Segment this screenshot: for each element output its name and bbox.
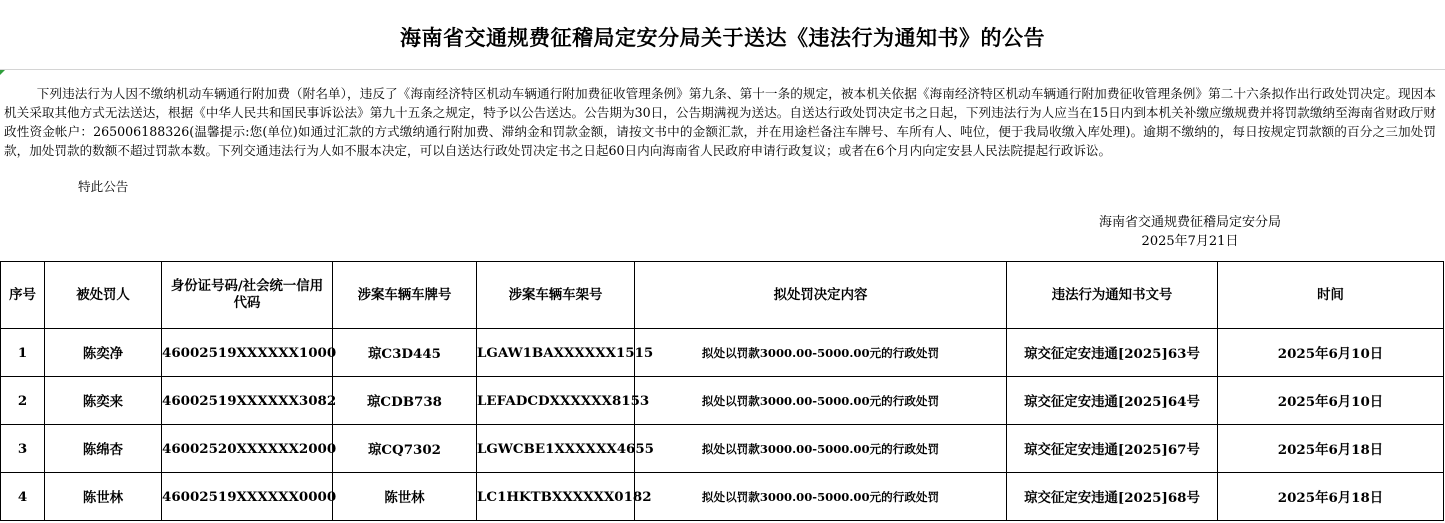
cell-time: 2025年6月18日 — [1218, 425, 1444, 473]
cell-id: 46002520XXXXXX2000 — [162, 425, 333, 473]
header-decision: 拟处罚决定内容 — [635, 262, 1007, 329]
cell-time: 2025年6月10日 — [1218, 329, 1444, 377]
cell-decision: 拟处以罚款3000.00-5000.00元的行政处罚 — [635, 425, 1007, 473]
cell-index: 3 — [1, 425, 45, 473]
cell-party: 陈奕净 — [45, 329, 162, 377]
cell-time: 2025年6月10日 — [1218, 377, 1444, 425]
cell-id: 46002519XXXXXX1000 — [162, 329, 333, 377]
notice-body: 下列违法行为人因不缴纳机动车辆通行附加费（附名单），违反了《海南经济特区机动车辆通行附加费征收管理条例》第九条、第十一条的规定，被本机关依据《海南经济特区机动车辆通行附加费征收管理条例》第二十六条拟作出行政处罚决定。现因本机关采取其他方式无法送达，根据《中华人民共和国民事诉讼法》第九十五条之规定，特予以公告送达。公告期为30日，公告期满视为送达。自送达行政处罚决定书之日起，下列违法行为人应当在15日内到本机关补缴应缴规费并将罚款缴纳至海南省财政厅财政性资金帐户：265006188326(温馨提示:您(单位)如通过汇款的方式缴纳通行附加费、滞纳金和罚款金额，请按文书中的金额汇款，并在用途栏备注车牌号、车所有人、吨位，便于我局收缴入库处理)。逾期不缴纳的，每日按规定罚款额的百分之三加处罚款，加处罚款的数额不超过罚款本数。下列交通违法行为人如不服本决定，可以自送达行政处罚决定书之日起60日内向海南省人民政府申请行政复议；或者在6个月内向定安县人民法院提起行政诉讼。 — [4, 86, 1436, 158]
cell-doc-no: 琼交征定安违通[2025]63号 — [1007, 329, 1218, 377]
cell-vin: LGAW1BAXXXXXX1515 — [477, 329, 635, 377]
cell-doc-no: 琼交征定安违通[2025]64号 — [1007, 377, 1218, 425]
cell-decision: 拟处以罚款3000.00-5000.00元的行政处罚 — [635, 473, 1007, 521]
cell-index: 4 — [1, 473, 45, 521]
table-row — [1, 473, 1444, 521]
cell-plate: 琼C3D445 — [333, 329, 477, 377]
cell-party: 陈奕来 — [45, 377, 162, 425]
signature-org: 海南省交通规费征稽局定安分局 — [1098, 215, 1281, 230]
cell-party: 陈世林 — [45, 473, 162, 521]
cell-time: 2025年6月18日 — [1218, 473, 1444, 521]
cell-vin: LEFADCDXXXXXX8153 — [477, 377, 635, 425]
cell-index: 2 — [1, 377, 45, 425]
header-index: 序号 — [1, 262, 45, 329]
cell-doc-no: 琼交征定安违通[2025]68号 — [1007, 473, 1218, 521]
special-notice: 特此公告 — [78, 179, 129, 194]
cell-party: 陈绵杏 — [45, 425, 162, 473]
cell-plate: 陈世林 — [333, 473, 477, 521]
cell-vin: LC1HKTBXXXXXX0182 — [477, 473, 635, 521]
cell-id: 46002519XXXXXX3082 — [162, 377, 333, 425]
signature-date: 2025年7月21日 — [1141, 234, 1239, 249]
header-vin: 涉案车辆车架号 — [477, 262, 635, 329]
cell-vin: LGWCBE1XXXXXX4655 — [477, 425, 635, 473]
cell-index: 1 — [1, 329, 45, 377]
table-row — [1, 329, 1444, 377]
header-doc-no: 违法行为通知书文号 — [1007, 262, 1218, 329]
penalty-table — [0, 261, 1444, 521]
cell-decision: 拟处以罚款3000.00-5000.00元的行政处罚 — [635, 329, 1007, 377]
title-bar — [0, 0, 1445, 70]
table-header-row — [1, 262, 1444, 329]
table-row — [1, 377, 1444, 425]
cell-comment-marker — [0, 70, 5, 75]
header-time: 时间 — [1218, 262, 1444, 329]
header-plate: 涉案车辆车牌号 — [333, 262, 477, 329]
table-row — [1, 425, 1444, 473]
page-title: 海南省交通规费征稽局定安分局关于送达《违法行为通知书》的公告 — [400, 25, 1045, 50]
cell-id: 46002519XXXXXX0000 — [162, 473, 333, 521]
cell-plate: 琼CDB738 — [333, 377, 477, 425]
cell-plate: 琼CQ7302 — [333, 425, 477, 473]
cell-doc-no: 琼交征定安违通[2025]67号 — [1007, 425, 1218, 473]
header-party: 被处罚人 — [45, 262, 162, 329]
cell-decision: 拟处以罚款3000.00-5000.00元的行政处罚 — [635, 377, 1007, 425]
header-id: 身份证号码/社会统一信用代码 — [162, 262, 333, 329]
